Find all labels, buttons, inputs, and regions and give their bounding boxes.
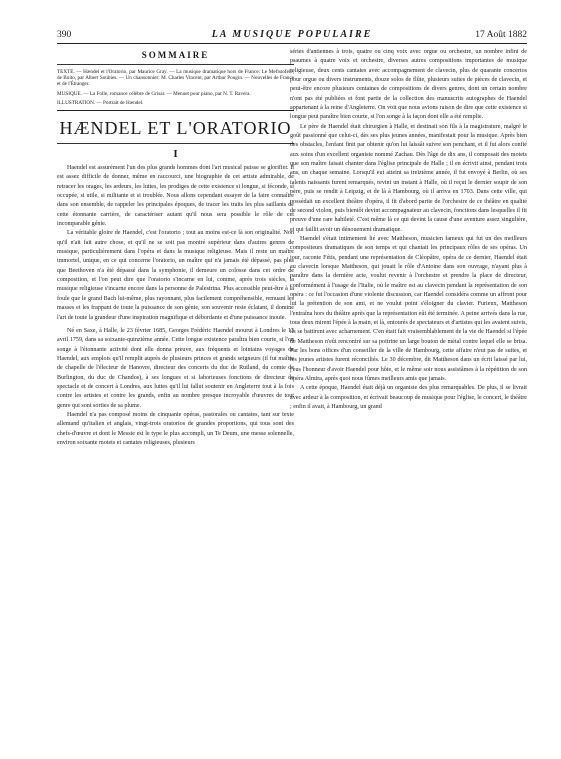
paragraph: A cette époque, Haendel était déjà un organiste des plus remarquables. De plus, il se livrait avec ardeur à la composition, et écrivait beaucoup de musique pour l'église, le concert, le théâtre ; enfin il avait, à Hambourg, un grand: [290, 385, 527, 411]
paragraph: Haendel est assurément l'un des plus grands hommes dont l'art musical puisse se glorifier. Il est assez difficile de donner, même en raccourci, une biographie de cet artiste admirable, de retracer les orages, les ardeurs, les luttes, les prodiges de cette existence si longue, si féconde, si occupée, si utile, si militante et si troublée. Nous allons cependant essayer de la faire connaître dans son ensemble, de rappeler les principales époques, de tracer les traits les plus saillants de cette étonnante carrière, de caractériser autant qu'il nous sera possible le rôle de cet incomparable génie.: [57, 165, 294, 228]
paragraph: Haendel n'a pas composé moins de cinquante opéras, pastorales ou cantates, tant sur texte allemand qu'italien et anglais, vingt-trois oratorios de grandes proportions, qui tous sont des chefs-d'œuvre et dont le Messie est le type le plus accompli, un Te Deum, une messe solennelle, environ soixante motets et cantates religieuses, plusieurs: [57, 411, 294, 446]
sommaire-title: SOMMAIRE: [141, 50, 210, 60]
sommaire-texte: TEXTE. — Hændel et l'Oratorio, par Maurice Gray. — La musique dramatique hors de France: Le Mefistofele, de Boito, par Albert Soubies. — Un chansonnier: M. Charles Vincent, par Arthur Pougin. — Nouvelles de France et de l'Étranger.: [57, 69, 294, 88]
paragraph: Haendel s'était intimement lié avec Mattheson, musicien fameux qui fut un des meilleurs compositeurs dramatiques de son temps et qui chantait les principaux rôles de ses opéras. Un jour, raconte Fétis, pendant une représentation de Cléopâtre, opéra de ce dernier, Haendel était au clavecin lorsque Mattheson, qui jouait le rôle d'Antoine dans son ouvrage, n'ayant plus à paraître dans la dernière acte, voulut revenir à l'orchestre et prendre la place de directeur, conformément à l'usage de l'Italie, où le maître est au clavecin pendant la représentation de son opéra : ce fut l'occasion d'une violente discussion, car Haendel considéra comme un affront pour lui la prétention de son ami, et ne voulut point s'éloigner du clavier. Furieux, Mattheson l'entraîna hors du théâtre après que la représentation eût été terminée. A peine arrivés dans la rue, tous deux mirent l'épée à la main, et là, entourés de spectateurs et d'artistes qui les avaient suivis, ils se battirent avec acharnement. C'en était fait vraisemblablement de la vie de Haendel si l'épée de Mattheson n'eût rencontré sur sa poitrine un large bouton de métal contre lequel elle se brisa. Par les bons offices d'un conseiller de la ville de Hambourg, cette affaire n'eut pas de suites, et les jeunes artistes furent réconciliés. Le 30 décembre, dit Mattheson dans un écrit laissé par lui, j'eus l'honneur d'avoir Haendel pour hôte, et le même soir nous assistâmes à la répétition de son opéra Almira, après quoi nous fûmes meilleurs amis que jamais.: [290, 235, 527, 383]
divider: [57, 143, 294, 144]
sommaire-illustration: ILLUSTRATION. — Portrait de Hændel.: [57, 99, 144, 106]
journal-title: LA MUSIQUE POPULAIRE: [211, 29, 373, 40]
paragraph: La véritable gloire de Haendel, c'est l'oratorio ; tout au moins est-ce là son originalité. Non qu'il n'ait fait autre chose, et qu'il ne se soit pas montré supérieur dans d'autres genres de musique, particulièrement dans l'opéra et dans la musique religieuse. Mais il reste un maître immortel, unique, en ce qui concerne l'oratorio, un maître qui n'a jamais été dépassé, pas plus que Beethoven n'a été dépassé dans la symphonie, il demeure un colosse dans cet ordre de composition, et l'on peut dire que l'oratorio s'incarne en lui, comme, après trois siècles, la musique religieuse s'incarne encore dans la personne de Palestrina. Plus accessible peut-être à la foule que le grand Bach lui-même, plus rayonnant, plus facilement compréhensible, remuant les masses et les frappant de toute la puissance de son génie, son souvenir reste éclatant, il domine l'art de toute la grandeur d'une inspiration magnifique et débordante et d'une puissance inouïe.: [57, 230, 294, 321]
divider: [57, 110, 294, 111]
header-rule: [57, 43, 527, 44]
page-number: 390: [57, 30, 72, 40]
right-column: [290, 48, 527, 412]
paragraph: Le père de Haendel était chirurgien à Halle, et destinait son fils à la magistrature, malgré le goût passionné que celui-ci, dès ses plus jeunes années, manifestait pour la musique. Après bien des obstacles, l'enfant finit par obtenir qu'on lui laissât suivre son penchant, et il fut alors confié aux soins d'un excellent organiste nommé Zachau. Dès l'âge de dix ans, il composait des motets que son maître faisait chanter dans l'église principale de Halle ; il en écrivit ainsi, pendant trois ans, un chaque semaine. Lorsqu'il eut atteint sa treizième année, il fut envoyé à Berlin, où ses talents naissants furent remarqués, revint un instant à Halle, où il reçut le dernier soupir de son père, puis se rendit à Leipzig, et de là à Hambourg, où il arriva en 1703. Dans cette ville, qui possédait un excellent théâtre d'opéra, il fit d'abord partie de l'orchestre de ce théâtre en qualité de second violon, puis bientôt devint accompagnateur au clavecin, fonctions dans lesquelles il fit preuve d'une rare habileté. C'est même là ce qui devint la cause d'une aventure assez singulière, et qui faillit avoir un dénouement dramatique.: [290, 123, 527, 233]
sommaire-musique: MUSIQUE. — La Folle, romance célèbre de Grisar. — Menuet pour piano, par N. T. Ravera.: [57, 90, 251, 97]
article-title: HÆNDEL ET L'ORATORIO: [59, 118, 292, 139]
issue-date: 17 Août 1882: [475, 30, 527, 40]
paragraph: séries d'antiennes à trois, quatre ou cinq voix avec orgue ou orchestre, un nombre infini de psaumes à quatre voix et orchestre, diverses autres compositions importantes de musique religieuse, deux cents cantates avec accompagnement de clavecin, plus de quarante concertos pour orgue ou divers instruments, douze solos de flûte, plusieurs suites de pièces de clavecin, et peut-être encore plusieurs centaines de compositions de divers genres, dont un certain nombre n'ont pas été publiées et font partie de la collection des manuscrits autographes de Haendel appartenant à la reine d'Angleterre. On voit que nous avions raison de dire que cette existence si longue peut paraître bien courte, si l'on songe à la façon dont elle a été remplie.: [290, 49, 527, 121]
section-number: I: [173, 148, 178, 161]
left-column: [57, 48, 294, 448]
paragraph: Né en Saxe, à Halle, le 23 février 1685, Georges Frédéric Haendel mourut à Londres le 13 avril 1759, dans sa soixante-quinzième année. Cette longue existence paraîtra bien courte, si l'on songe à l'étonnante activité dont elle donna preuve, aux fréquents et lointains voyages de Haendel, aux emplois qu'il remplit auprès de plusieurs princes et grands seigneurs (il fut maître de chapelle de l'électeur de Hanovre, directeur des concerts du duc de Rutland, du comte de Burlington, du duc de Chandos), à ses longues et si laborieuses fonctions de directeur de spectacle et de concert à Londres, aux luttes qu'il lui fallut soutenir en Angleterre tout à la fois contre les artistes et contre les grands, enfin au nombre presque incroyable d'œuvres de tout genre qui sont sorties de sa plume.: [57, 327, 294, 409]
divider: [57, 64, 294, 65]
running-header: [57, 29, 527, 41]
